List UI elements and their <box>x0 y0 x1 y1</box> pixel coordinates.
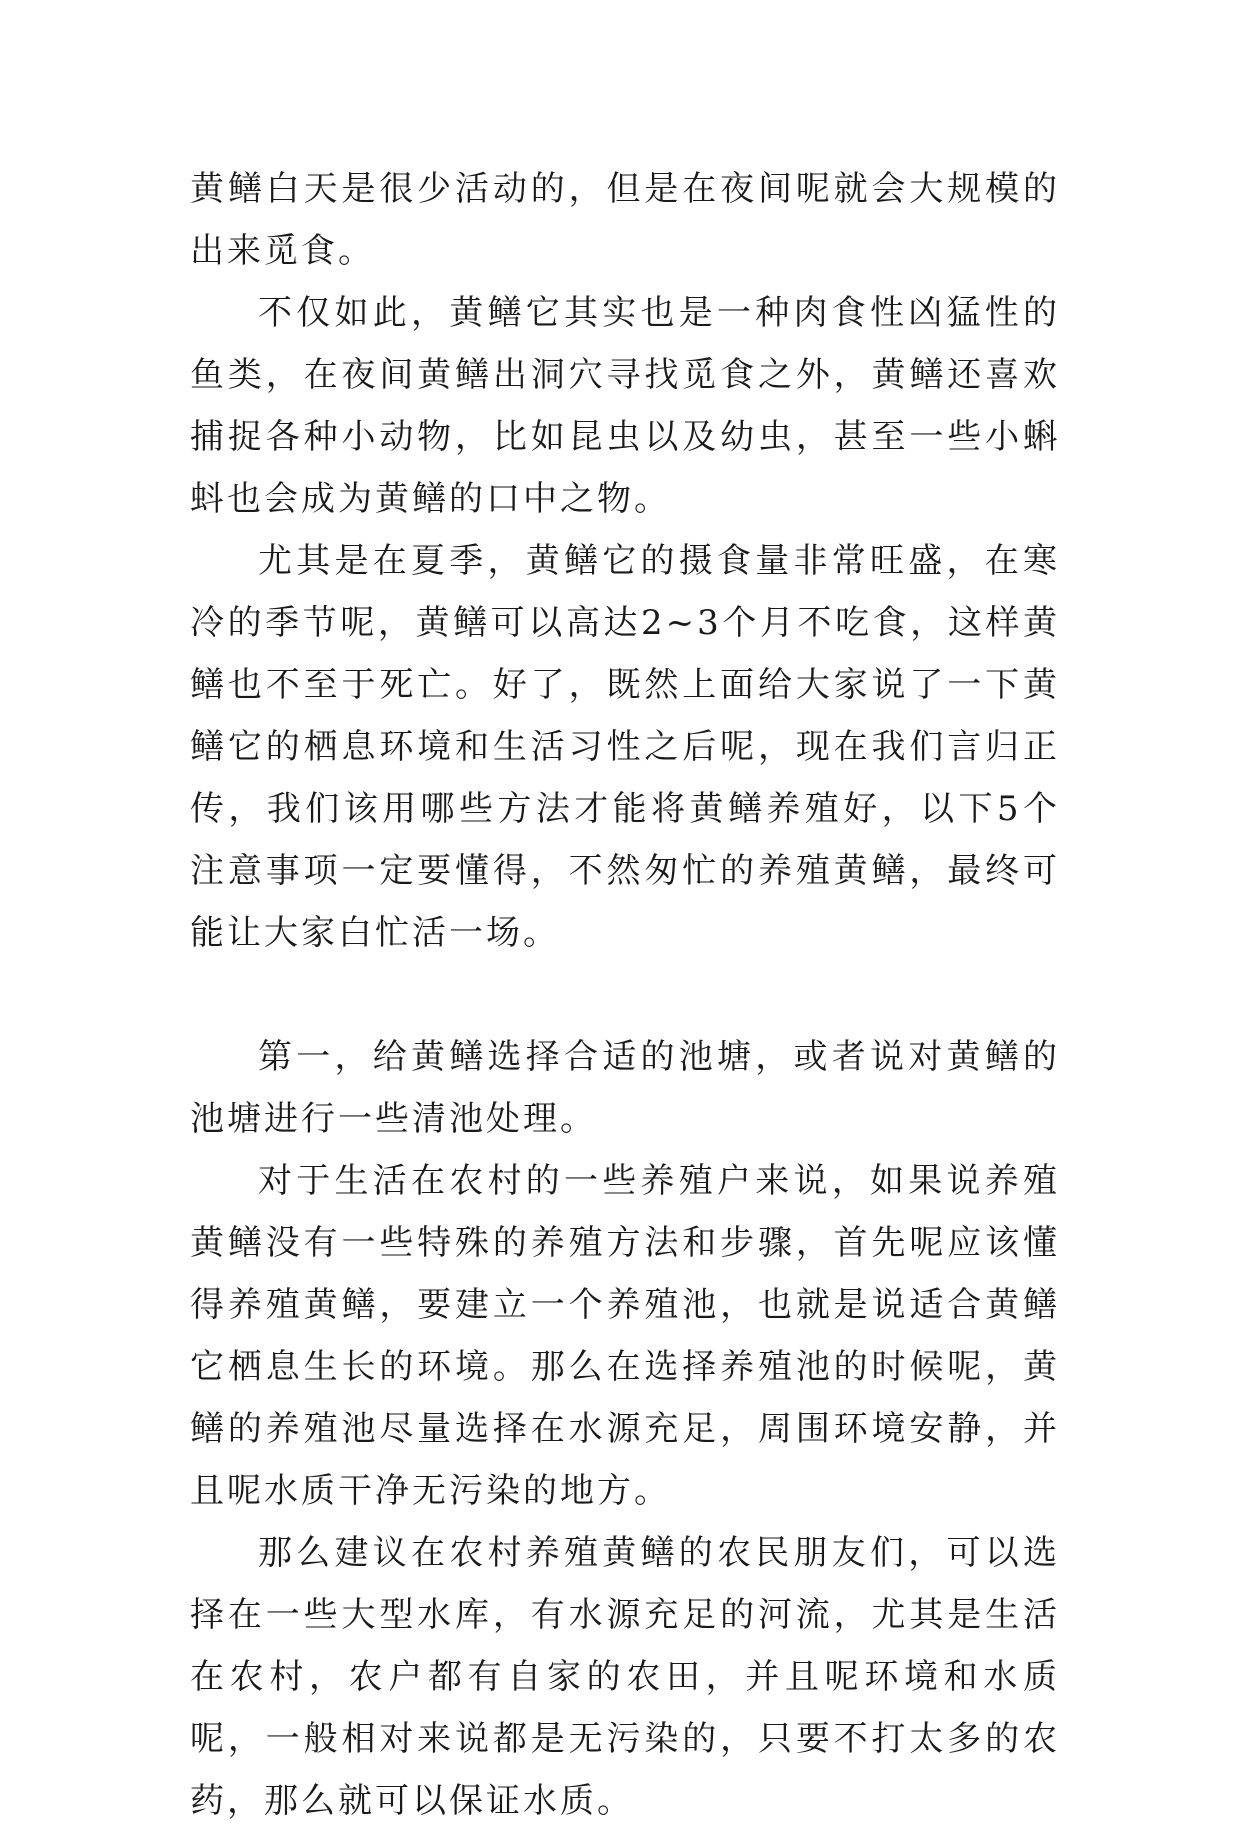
paragraph-2: 不仅如此，黄鳝它其实也是一种肉食性凶猛性的鱼类，在夜间黄鳝出洞穴寻找觅食之外，黄鳝还喜欢捕捉各种小动物，比如昆虫以及幼虫，甚至一些小蝌蚪也会成为黄鳝的口中之物。 <box>190 293 1060 519</box>
paragraph-4: 对于生活在农村的一些养殖户来说，如果说养殖黄鳝没有一些特殊的养殖方法和步骤，首先呢应该懂得养殖黄鳝，要建立一个养殖池，也就是说适合黄鳝它栖息生长的环境。那么在选择养殖池的时候呢，黄鳝的养殖池尽量选择在水源充足，周围环境安静，并且呢水质干净无污染的地方。 <box>190 1161 1060 1511</box>
section-heading-first: 第一，给黄鳝选择合适的池塘，或者说对黄鳝的池塘进行一些清池处理。 <box>190 1037 1060 1139</box>
paragraph-1: 黄鳝白天是很少活动的，但是在夜间呢就会大规模的出来觅食。 <box>190 169 1060 271</box>
paragraph-5: 那么建议在农村养殖黄鳝的农民朋友们，可以选择在一些大型水库，有水源充足的河流，尤其是生活在农村，农户都有自家的农田，并且呢环境和水质呢，一般相对来说都是无污染的，只要不打太多的农药，那么就可以保证水质。 <box>190 1533 1060 1821</box>
paragraph-3: 尤其是在夏季，黄鳝它的摄食量非常旺盛，在寒冷的季节呢，黄鳝可以高达2~3个月不吃食，这样黄鳝也不至于死亡。好了，既然上面给大家说了一下黄鳝它的栖息环境和生活习性之后呢，现在我们言归正传，我们该用哪些方法才能将黄鳝养殖好，以下5个注意事项一定要懂得，不然匆忙的养殖黄鳝，最终可能让大家白忙活一场。 <box>190 541 1060 953</box>
document-body <box>190 158 1060 1832</box>
paragraph-spacer <box>190 964 1060 1026</box>
